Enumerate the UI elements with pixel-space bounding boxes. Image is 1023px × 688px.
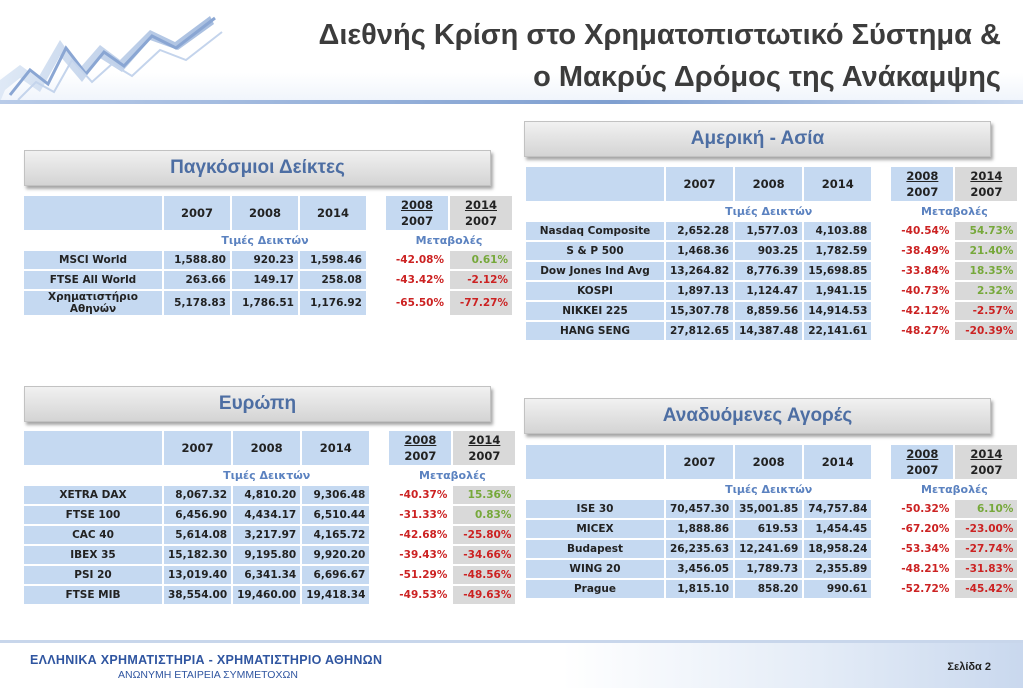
change-header-top: 2008 [906,169,939,183]
spacer-cell [873,445,889,479]
table-row [24,291,512,315]
header-divider [0,100,1023,104]
change-header-top: 2014 [468,433,501,447]
value-2014: 19,418.34 [302,586,369,604]
year-header-c1: 2007 [164,431,231,465]
change-2008-vs-2007: -67.20% [891,520,953,538]
value-2007: 3,456.05 [666,560,733,578]
value-2008: 4,434.17 [233,506,300,524]
change-2008-vs-2007: -48.21% [891,560,953,578]
value-2014: 6,510.44 [302,506,369,524]
spacer-cell [873,222,889,240]
value-2014: 258.08 [300,271,366,289]
change-2008-vs-2007: -42.08% [386,251,448,269]
value-2007: 27,812.65 [666,322,733,340]
change-2014-vs-2007: 15.36% [453,486,515,504]
change-header-bottom: 2007 [400,214,433,228]
value-2014: 9,920.20 [302,546,369,564]
value-2014: 1,941.15 [804,282,871,300]
change-header-bottom: 2007 [464,214,497,228]
value-2008: 920.23 [232,251,298,269]
value-2014: 14,914.53 [804,302,871,320]
change-2014-vs-2007: 0.83% [453,506,515,524]
index-name: CAC 40 [24,526,162,544]
change-2014-vs-2007: 2.32% [955,282,1017,300]
footer-company: ΕΛΛΗΝΙΚΑ ΧΡΗΜΑΤΙΣΤΗΡΙΑ - ΧΡΗΜΑΤΙΣΤΗΡΙΟ ΑΘΗΝΩΝ [30,653,383,667]
change-2008-vs-2007: -39.43% [389,546,451,564]
table-header-row [24,196,512,230]
value-2014: 18,958.24 [804,540,871,558]
table-row [24,486,515,504]
change-2014-vs-2007: -77.27% [450,291,512,315]
table-row [24,506,515,524]
index-name: FTSE All World [24,271,162,289]
index-name: NIKKEI 225 [526,302,664,320]
value-2014: 990.61 [804,580,871,598]
table-row [24,526,515,544]
section-header-europe: Ευρώπη [24,386,491,422]
value-2007: 13,264.82 [666,262,733,280]
value-2014: 1,782.59 [804,242,871,260]
value-2007: 5,178.83 [164,291,230,315]
change-2014-vs-2007: -48.56% [453,566,515,584]
value-2007: 15,182.30 [164,546,231,564]
table-row [24,586,515,604]
spacer-cell [371,467,387,484]
change-header-top: 2008 [400,198,433,212]
index-name: Prague [526,580,664,598]
spacer-cell [873,262,889,280]
spacer-cell [371,431,387,465]
spacer-cell [873,481,889,498]
spacer-cell [873,322,889,340]
value-2008: 619.53 [735,520,802,538]
change-2008-vs-2007: -52.72% [891,580,953,598]
table-europe [22,429,517,606]
header-empty-cell [526,445,664,479]
table-row [526,262,1017,280]
value-2014: 9,306.48 [302,486,369,504]
slide-header [0,0,1023,104]
index-name: ISE 30 [526,500,664,518]
index-name: Dow Jones Ind Avg [526,262,664,280]
change-2014-vs-2007: -45.42% [955,580,1017,598]
changes-label: Μεταβολές [921,205,988,218]
index-name: FTSE 100 [24,506,162,524]
change-2014-vs-2007: -34.66% [453,546,515,564]
value-2007: 70,457.30 [666,500,733,518]
change-header-bottom: 2007 [906,185,939,199]
label-empty-cell [526,203,664,220]
section-header-america-asia: Αμερική - Ασία [524,121,991,157]
spacer-cell [368,271,384,289]
table-row [526,322,1017,340]
value-2007: 15,307.78 [666,302,733,320]
table-row [526,302,1017,320]
change-2014-vs-2007: -25.80% [453,526,515,544]
subheader-row [24,467,515,484]
change-2014-vs-2007: -2.12% [450,271,512,289]
section-header-emerging-markets: Αναδυόμενες Αγορές [524,398,991,434]
subheader-row [526,481,1017,498]
change-header-b [450,196,512,230]
label-empty-cell [24,232,162,249]
change-2008-vs-2007: -51.29% [389,566,451,584]
value-2008: 8,776.39 [735,262,802,280]
value-2014: 1,454.45 [804,520,871,538]
subheader-row [24,232,512,249]
spacer-cell [873,560,889,578]
value-2007: 26,235.63 [666,540,733,558]
change-2014-vs-2007: -49.63% [453,586,515,604]
spacer-cell [873,167,889,201]
table-header-row [526,445,1017,479]
changes-label: Μεταβολές [921,483,988,496]
spacer-cell [368,232,384,249]
change-header-b [453,431,515,465]
change-2014-vs-2007: 6.10% [955,500,1017,518]
prices-label: Τιμές Δεικτών [725,483,813,496]
year-header-c1: 2007 [666,167,733,201]
change-header-top: 2008 [906,447,939,461]
index-name: Χρηματιστήριο Αθηνών [24,291,162,315]
value-2014: 4,165.72 [302,526,369,544]
table-row [526,560,1017,578]
change-header-a [386,196,448,230]
section-header-global: Παγκόσμιοι Δείκτες [24,150,491,186]
value-2014: 1,176.92 [300,291,366,315]
value-2007: 13,019.40 [164,566,231,584]
page-number: Σελίδα 2 [947,661,991,673]
change-header-bottom: 2007 [970,463,1003,477]
spacer-cell [371,526,387,544]
year-header-c2: 2008 [232,196,298,230]
footer-subtitle: ΑΝΩΝΥΜΗ ΕΤΑΙΡΕΙΑ ΣΥΜΜΕΤΟΧΩΝ [118,669,298,681]
header-empty-cell [24,196,162,230]
change-2008-vs-2007: -40.73% [891,282,953,300]
index-name: XETRA DAX [24,486,162,504]
value-2014: 22,141.61 [804,322,871,340]
value-2014: 2,355.89 [804,560,871,578]
table-row [526,540,1017,558]
page-title [319,14,1001,98]
change-2008-vs-2007: -48.27% [891,322,953,340]
table-row [24,546,515,564]
value-2014: 15,698.85 [804,262,871,280]
label-empty-cell [526,481,664,498]
change-2008-vs-2007: -31.33% [389,506,451,524]
change-2014-vs-2007: 54.73% [955,222,1017,240]
change-header-bottom: 2007 [906,463,939,477]
spacer-cell [873,203,889,220]
change-header-b [955,445,1017,479]
table-row [24,566,515,584]
value-2008: 35,001.85 [735,500,802,518]
spacer-cell [371,586,387,604]
change-2008-vs-2007: -43.42% [386,271,448,289]
value-2007: 8,067.32 [164,486,231,504]
value-2007: 263.66 [164,271,230,289]
change-2008-vs-2007: -40.37% [389,486,451,504]
table-america-asia [524,165,1019,342]
change-2014-vs-2007: -31.83% [955,560,1017,578]
spacer-cell [873,500,889,518]
value-2008: 6,341.34 [233,566,300,584]
table-row [526,500,1017,518]
value-2008: 858.20 [735,580,802,598]
index-name: IBEX 35 [24,546,162,564]
year-header-c1: 2007 [164,196,230,230]
prices-label: Τιμές Δεικτών [223,469,311,482]
value-2014: 6,696.67 [302,566,369,584]
spacer-cell [371,486,387,504]
index-name: Nasdaq Composite [526,222,664,240]
subheader-row [526,203,1017,220]
change-header-top: 2014 [970,169,1003,183]
change-header-b [955,167,1017,201]
spacer-cell [873,580,889,598]
change-2008-vs-2007: -65.50% [386,291,448,315]
change-2008-vs-2007: -33.84% [891,262,953,280]
table-row [526,242,1017,260]
value-2008: 1,124.47 [735,282,802,300]
table-row [526,580,1017,598]
change-2008-vs-2007: -42.12% [891,302,953,320]
index-name: S & P 500 [526,242,664,260]
change-header-top: 2008 [404,433,437,447]
value-2007: 1,888.86 [666,520,733,538]
change-2014-vs-2007: -20.39% [955,322,1017,340]
year-header-c2: 2008 [735,167,802,201]
change-header-a [891,167,953,201]
value-2007: 6,456.90 [164,506,231,524]
change-header-top: 2014 [464,198,497,212]
title-line-2: ο Μακρύς Δρόμος της Ανάκαμψης [533,61,1001,93]
change-header-bottom: 2007 [404,449,437,463]
index-name: WING 20 [526,560,664,578]
value-2007: 1,468.36 [666,242,733,260]
table-row [526,282,1017,300]
spacer-cell [873,540,889,558]
spacer-cell [368,196,384,230]
change-2014-vs-2007: -27.74% [955,540,1017,558]
change-header-bottom: 2007 [970,185,1003,199]
index-name: FTSE MIB [24,586,162,604]
change-header-a [389,431,451,465]
spacer-cell [873,242,889,260]
table-global-indices [22,194,514,317]
change-header-top: 2014 [970,447,1003,461]
spacer-cell [873,520,889,538]
year-header-c2: 2008 [233,431,300,465]
value-2008: 12,241.69 [735,540,802,558]
prices-label: Τιμές Δεικτών [221,234,309,247]
value-2008: 1,789.73 [735,560,802,578]
change-2014-vs-2007: -2.57% [955,302,1017,320]
index-name: KOSPI [526,282,664,300]
title-line-1: Διεθνής Κρίση στο Χρηματοπιστωτικό Σύστημα & [318,19,1001,51]
header-empty-cell [24,431,162,465]
index-name: HANG SENG [526,322,664,340]
value-2008: 149.17 [232,271,298,289]
spacer-cell [873,282,889,300]
prices-label: Τιμές Δεικτών [725,205,813,218]
value-2014: 1,598.46 [300,251,366,269]
change-2008-vs-2007: -50.32% [891,500,953,518]
change-2008-vs-2007: -49.53% [389,586,451,604]
slide-footer [0,640,1023,688]
table-row [24,271,512,289]
market-chart-logo-icon [0,10,230,102]
spacer-cell [368,291,384,315]
year-header-c3: 2014 [302,431,369,465]
value-2008: 3,217.97 [233,526,300,544]
value-2007: 1,588.80 [164,251,230,269]
index-name: MICEX [526,520,664,538]
value-2008: 4,810.20 [233,486,300,504]
table-row [526,222,1017,240]
spacer-cell [371,546,387,564]
change-2008-vs-2007: -42.68% [389,526,451,544]
change-2008-vs-2007: -40.54% [891,222,953,240]
spacer-cell [371,506,387,524]
value-2008: 1,786.51 [232,291,298,315]
year-header-c3: 2014 [804,167,871,201]
change-header-a [891,445,953,479]
table-header-row [526,167,1017,201]
value-2007: 38,554.00 [164,586,231,604]
value-2008: 8,859.56 [735,302,802,320]
year-header-c2: 2008 [735,445,802,479]
table-header-row [24,431,515,465]
header-empty-cell [526,167,664,201]
change-2014-vs-2007: 18.35% [955,262,1017,280]
change-2014-vs-2007: -23.00% [955,520,1017,538]
value-2007: 1,897.13 [666,282,733,300]
value-2007: 2,652.28 [666,222,733,240]
table-row [24,251,512,269]
value-2014: 4,103.88 [804,222,871,240]
spacer-cell [371,566,387,584]
changes-label: Μεταβολές [419,469,486,482]
year-header-c3: 2014 [300,196,366,230]
change-header-bottom: 2007 [468,449,501,463]
changes-label: Μεταβολές [415,234,483,247]
change-2008-vs-2007: -38.49% [891,242,953,260]
value-2008: 19,460.00 [233,586,300,604]
label-empty-cell [24,467,162,484]
value-2008: 9,195.80 [233,546,300,564]
index-name: PSI 20 [24,566,162,584]
change-2008-vs-2007: -53.34% [891,540,953,558]
change-2014-vs-2007: 21.40% [955,242,1017,260]
table-row [526,520,1017,538]
index-name: MSCI World [24,251,162,269]
year-header-c1: 2007 [666,445,733,479]
change-2014-vs-2007: 0.61% [450,251,512,269]
value-2007: 5,614.08 [164,526,231,544]
table-emerging-markets [524,443,1019,600]
value-2008: 1,577.03 [735,222,802,240]
value-2014: 74,757.84 [804,500,871,518]
value-2008: 903.25 [735,242,802,260]
spacer-cell [873,302,889,320]
value-2008: 14,387.48 [735,322,802,340]
index-name: Budapest [526,540,664,558]
spacer-cell [368,251,384,269]
year-header-c3: 2014 [804,445,871,479]
value-2007: 1,815.10 [666,580,733,598]
